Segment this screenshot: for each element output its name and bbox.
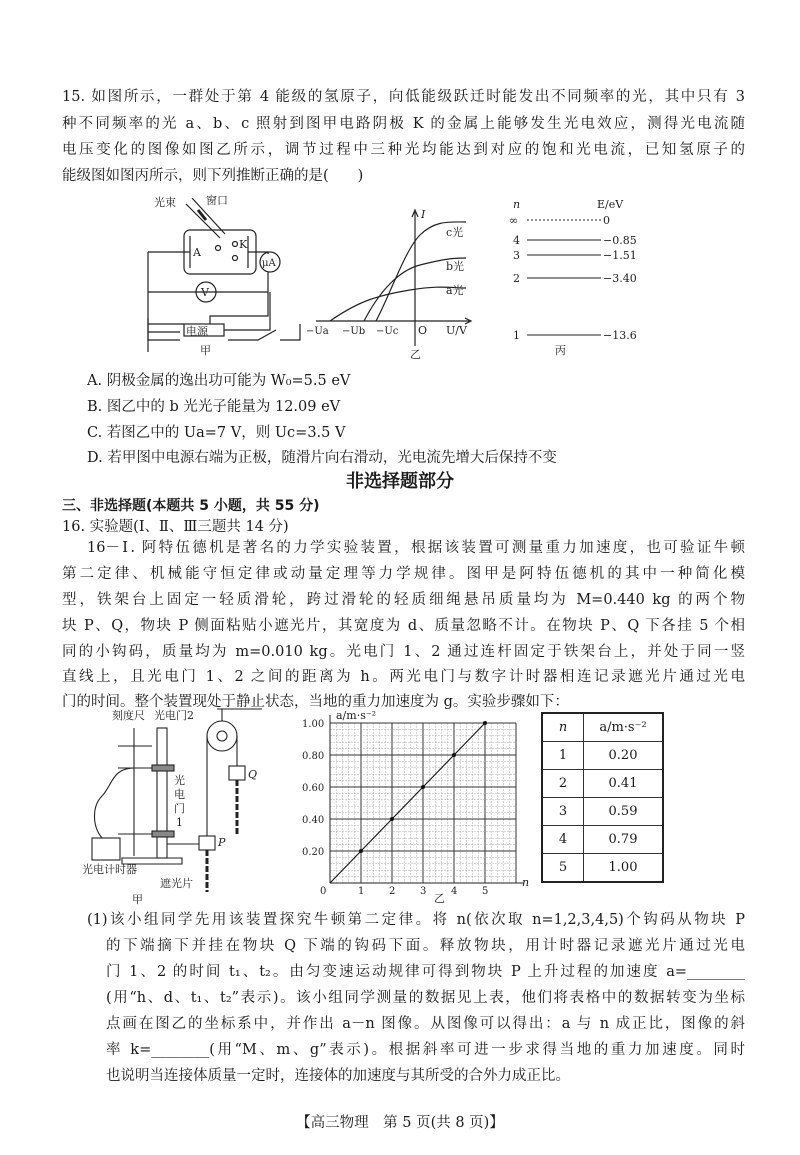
x-tick-label: 4 [451,886,458,897]
part1-line-3: 门 1、2 的时间 t₁、t₂。由匀变速运动规律可得到物块 P 上升过程的加速度 a=________ [106,964,745,980]
page-footer: 【高三物理 第 5 页(共 8 页)】 [296,1115,504,1131]
option-a: A. 阴极金属的逸出功可能为 W₀=5.5 eV [87,373,351,389]
gate1-label-3: 门 [174,802,185,815]
part3-heading: 三、非选择题(本题共 5 小题，共 55 分) [62,498,320,514]
q15-line-1: 15. 如图所示，一群处于第 4 能级的氢原子，向低能级跃迁时能发出不同频率的光，其中只有 3 [62,89,745,105]
level-e-1: −13.6 [603,329,637,342]
b-light-label: b光 [446,260,465,273]
part1-line-6: 率 k=________(用“M、m、g”表示)。根据斜率可进一步求得当地的重力加速度。同时 [106,1042,745,1058]
q16-1-line-1: 16－Ⅰ. 阿特伍德机是著名的力学实验装置，根据该装置可测量重力加速度，也可验证牛顿 [87,540,745,556]
q16-1-line-7: 门的时间。整个装置现处于静止状态，当地的重力加速度为 g。实验步骤如下： [62,694,569,710]
y-tick-label: 0.80 [302,751,325,762]
gate1-label-2: 电 [174,788,185,801]
apparatus-caption: 甲 [132,893,143,906]
chart-caption: 乙 [434,892,445,905]
level-e-inf: 0 [603,214,610,227]
anode-label: A [193,246,201,259]
chart-xlabel: n [522,876,530,889]
a-n-chart [300,705,540,905]
cell-a: 0.79 [584,826,664,854]
q16-1-line-2: 第二定律、机械能守恒定律或动量定理等力学规律。图甲是阿特伍德机的其中一种简化模 [62,566,745,582]
window-label: 窗口 [206,194,228,207]
x-tick-label: 5 [482,886,489,897]
level-n-inf: ∞ [509,214,519,227]
x-tick-label: 1 [358,886,365,897]
c-light-label: c光 [446,226,464,239]
q16-1-line-3: 型，铁架台上固定一轻质滑轮，跨过滑轮的轻质细绳悬吊质量均为 M=0.440 kg 的两个物 [62,592,745,608]
q16-1-line-6: 直线上，且光电门 1、2 之间的距离为 h。两光电门与数字计时器相连记录遮光片通过光电 [62,669,745,685]
a-light-label: a光 [446,284,464,297]
cell-n: 4 [542,826,584,854]
q16-1-line-4: 块 P、Q，物块 P 侧面粘贴小遮光片，其宽度为 d、质量忽略不计。在物块 P、Q 下各挂 5 个相 [62,618,745,634]
table-row [542,854,663,883]
option-b: B. 图乙中的 b 光光子能量为 12.09 eV [87,399,341,415]
gate2-label: 光电门2 [154,709,194,722]
chart-ylabel: a/m·s⁻² [336,709,377,722]
source-label: 电源 [186,325,208,338]
ua-label: −Ua [306,326,329,337]
voltmeter-label: V [201,286,209,299]
origin-label: O [418,324,428,337]
table-header-a: a/m·s⁻² [584,713,664,742]
cell-n: 1 [542,742,584,770]
table-row [542,742,663,770]
timer-label: 光电计时器 [82,863,137,876]
energy-level-diagram [505,198,637,357]
part1-line-1: (1)该小组同学先用该装置探究牛顿第二定律。将 n(依次取 n=1,2,3,4,5)个钩码从物块 P [87,912,745,928]
option-c: C. 若图乙中的 Ua=7 V，则 Uc=3.5 V [87,425,346,441]
block-p-label: P [218,836,226,849]
q15-line-3: 电压变化的图像如图乙所示，调节过程中三种光均能达到对应的饱和光电流，已知氢原子的 [62,142,745,158]
cell-a: 0.20 [584,742,664,770]
iv-caption: 乙 [410,348,421,361]
ammeter-label: μA [262,258,276,269]
gate1-label-1: 光 [174,774,185,787]
y-tick-label: 0.20 [302,847,325,858]
table-row [542,826,663,854]
y-tick-label: 0.60 [302,783,325,794]
circuit-caption: 甲 [200,344,211,357]
energy-header: E/eV [597,198,624,211]
beam-label: 光束 [154,196,176,209]
part1-line-7: 也说明当连接体质量一定时，连接体的加速度与其所受的合外力成正比。 [106,1068,570,1084]
cathode-label: K [239,238,248,251]
q16-title: 16. 实验题(Ⅰ、Ⅱ、Ⅲ三题共 14 分) [62,519,289,535]
n-header: n [513,198,521,211]
level-n-3: 3 [513,249,520,262]
circuit-diagram [140,192,310,357]
level-e-2: −3.40 [603,272,637,285]
table-row [542,798,663,826]
level-n-2: 2 [513,272,520,285]
part1-line-5: 点画在图乙的坐标系中，并作出 a－n 图像。从图像可以得出：a 与 n 成正比，图像的斜 [106,1016,745,1032]
cell-n: 5 [542,854,584,883]
gate1-label-4: 1 [176,816,183,829]
x-tick-label: 3 [420,886,427,897]
cell-n: 2 [542,770,584,798]
uc-label: −Uc [376,326,399,337]
q16-1-line-5: 同的小钩码，质量均为 m=0.010 kg。光电门 1、2 通过连杆固定于铁架台上，并处于同一竖 [62,644,745,660]
table-row [542,770,663,798]
table-header-n: n [542,713,584,742]
q15-line-4: 能级图如图丙所示，则下列推断正确的是( ) [62,168,364,184]
voltage-axis-label: U/V [446,324,467,337]
ruler-label: 刻度尺 [112,709,145,722]
part1-line-2: 的下端摘下并挂在物块 Q 下端的钩码下面。释放物块，用计时器记录遮光片通过光电 [106,938,745,954]
cell-a: 0.41 [584,770,664,798]
cell-n: 3 [542,798,584,826]
level-e-3: −1.51 [603,249,637,262]
chart-origin-label: 0 [320,886,327,897]
shutter-label: 遮光片 [160,877,193,890]
y-tick-label: 1.00 [302,719,325,730]
level-n-4: 4 [513,234,520,247]
x-tick-label: 2 [389,886,396,897]
levels-caption: 丙 [555,344,566,357]
y-tick-label: 0.40 [302,815,325,826]
cell-a: 0.59 [584,798,664,826]
ub-label: −Ub [342,326,366,337]
fit-line [330,723,485,883]
section-title: 非选择题部分 [346,471,454,492]
level-e-4: −0.85 [603,234,637,247]
q15-line-2: 种不同频率的光 a、b、c 照射到图甲电路阴极 K 的金属上能够发生光电效应，测得光电流随 [62,116,745,132]
iv-graph [306,200,480,361]
part1-line-4: (用“h、d、t₁、t₂”表示)。该小组同学测量的数据见上表，他们将表格中的数据转变为坐标 [106,990,745,1006]
option-d: D. 若甲图中电源右端为正极，随滑片向右滑动，光电流先增大后保持不变 [87,450,557,466]
block-q-label: Q [248,768,258,781]
data-table [541,712,664,883]
level-n-1: 1 [513,329,520,342]
atwood-apparatus [82,706,282,906]
cell-a: 1.00 [584,854,664,883]
current-axis-label: I [421,208,426,221]
